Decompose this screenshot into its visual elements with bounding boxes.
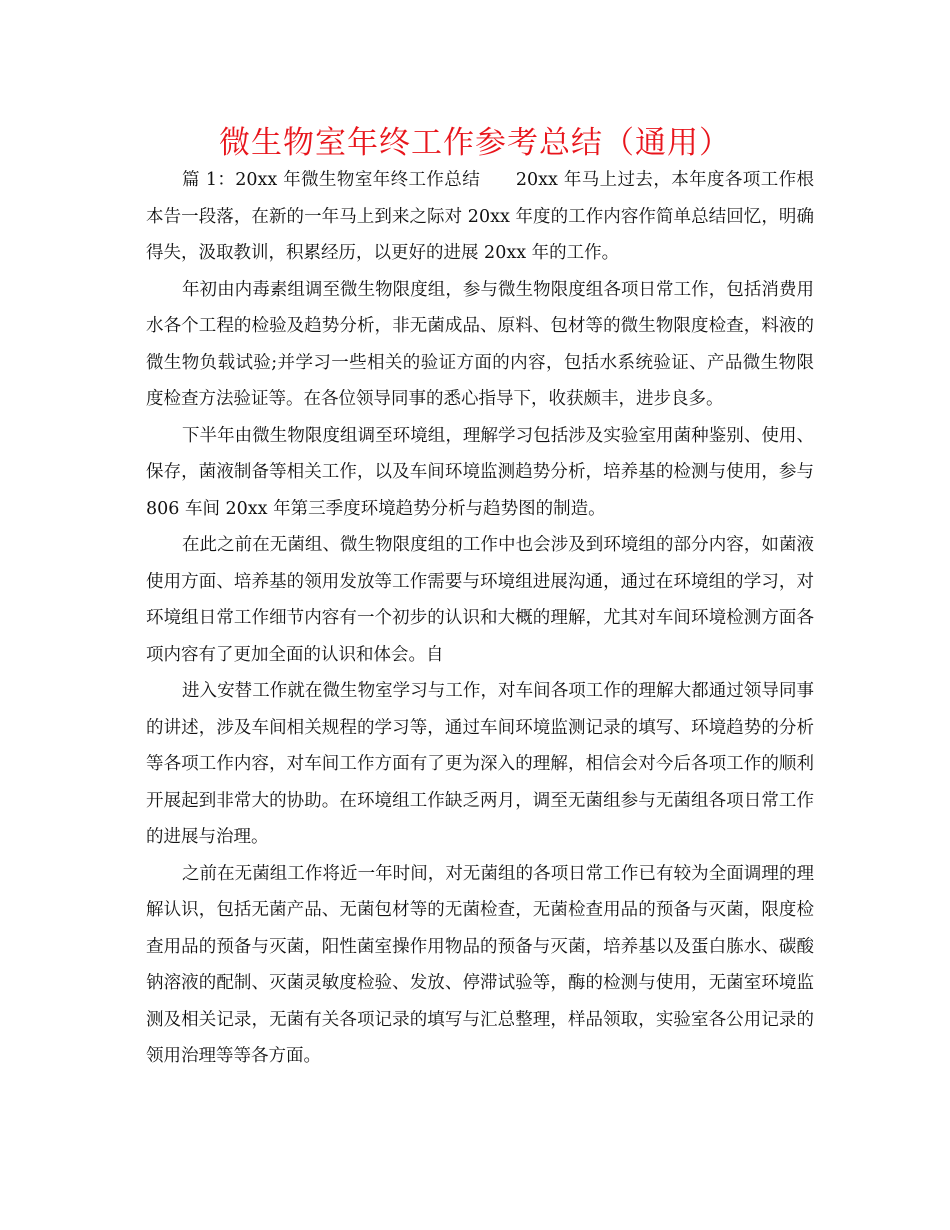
document-body	[146, 162, 814, 1075]
paragraph-4: 在此之前在无菌组、微生物限度组的工作中也会涉及到环境组的部分内容，如菌液使用方面、培养基的领用发放等工作需要与环境组进展沟通，通过在环境组的学习，对环境组日常工作细节内容有一个初步的认识和大概的理解，尤其对车间环境检测方面各项内容有了更加全面的认识和体会。自	[146, 535, 814, 665]
paragraph-5: 进入安替工作就在微生物室学习与工作，对车间各项工作的理解大都通过领导同事的讲述，涉及车间相关规程的学习等，通过车间环境监测记录的填写、环境趋势的分析等各项工作内容，对车间工作方面有了更为深入的理解，相信会对今后各项工作的顺利开展起到非常大的协助。在环境组工作缺乏两月，调至无菌组参与无菌组各项日常工作的进展与治理。	[146, 681, 814, 847]
paragraph-6: 之前在无菌组工作将近一年时间，对无菌组的各项日常工作已有较为全面调理的理解认识，包括无菌产品、无菌包材等的无菌检查，无菌检查用品的预备与灭菌，限度检查用品的预备与灭菌，阳性菌室操作用物品的预备与灭菌，培养基以及蛋白胨水、碳酸钠溶液的配制、灭菌灵敏度检验、发放、停滞试验等，酶的检测与使用，无菌室环境监测及相关记录，无菌有关各项记录的填写与汇总整理，样品领取，实验室各公用记录的领用治理等等各方面。	[146, 863, 814, 1066]
document-title: 微生物室年终工作参考总结（通用）	[219, 125, 731, 161]
paragraph-3: 下半年由微生物限度组调至环境组，理解学习包括涉及实验室用菌种鉴别、使用、保存，菌液制备等相关工作，以及车间环境监测趋势分析，培养基的检测与使用，参与 806 车间 20xx 年第三季度环境趋势分析与趋势图的制造。	[146, 425, 814, 519]
paragraph-2: 年初由内毒素组调至微生物限度组，参与微生物限度组各项日常工作，包括消费用水各个工程的检验及趋势分析，非无菌成品、原料、包材等的微生物限度检查，料液的微生物负载试验;并学习一些相关的验证方面的内容，包括水系统验证、产品微生物限度检查方法验证等。在各位领导同事的悉心指导下，收获颇丰，进步良多。	[146, 279, 814, 409]
paragraph-1: 篇 1：20xx 年微生物室年终工作总结 20xx 年马上过去，本年度各项工作根本告一段落，在新的一年马上到来之际对 20xx 年度的工作内容作简单总结回忆，明确得失，汲取教训，积累经历，以更好的进展 20xx 年的工作。	[146, 170, 814, 263]
